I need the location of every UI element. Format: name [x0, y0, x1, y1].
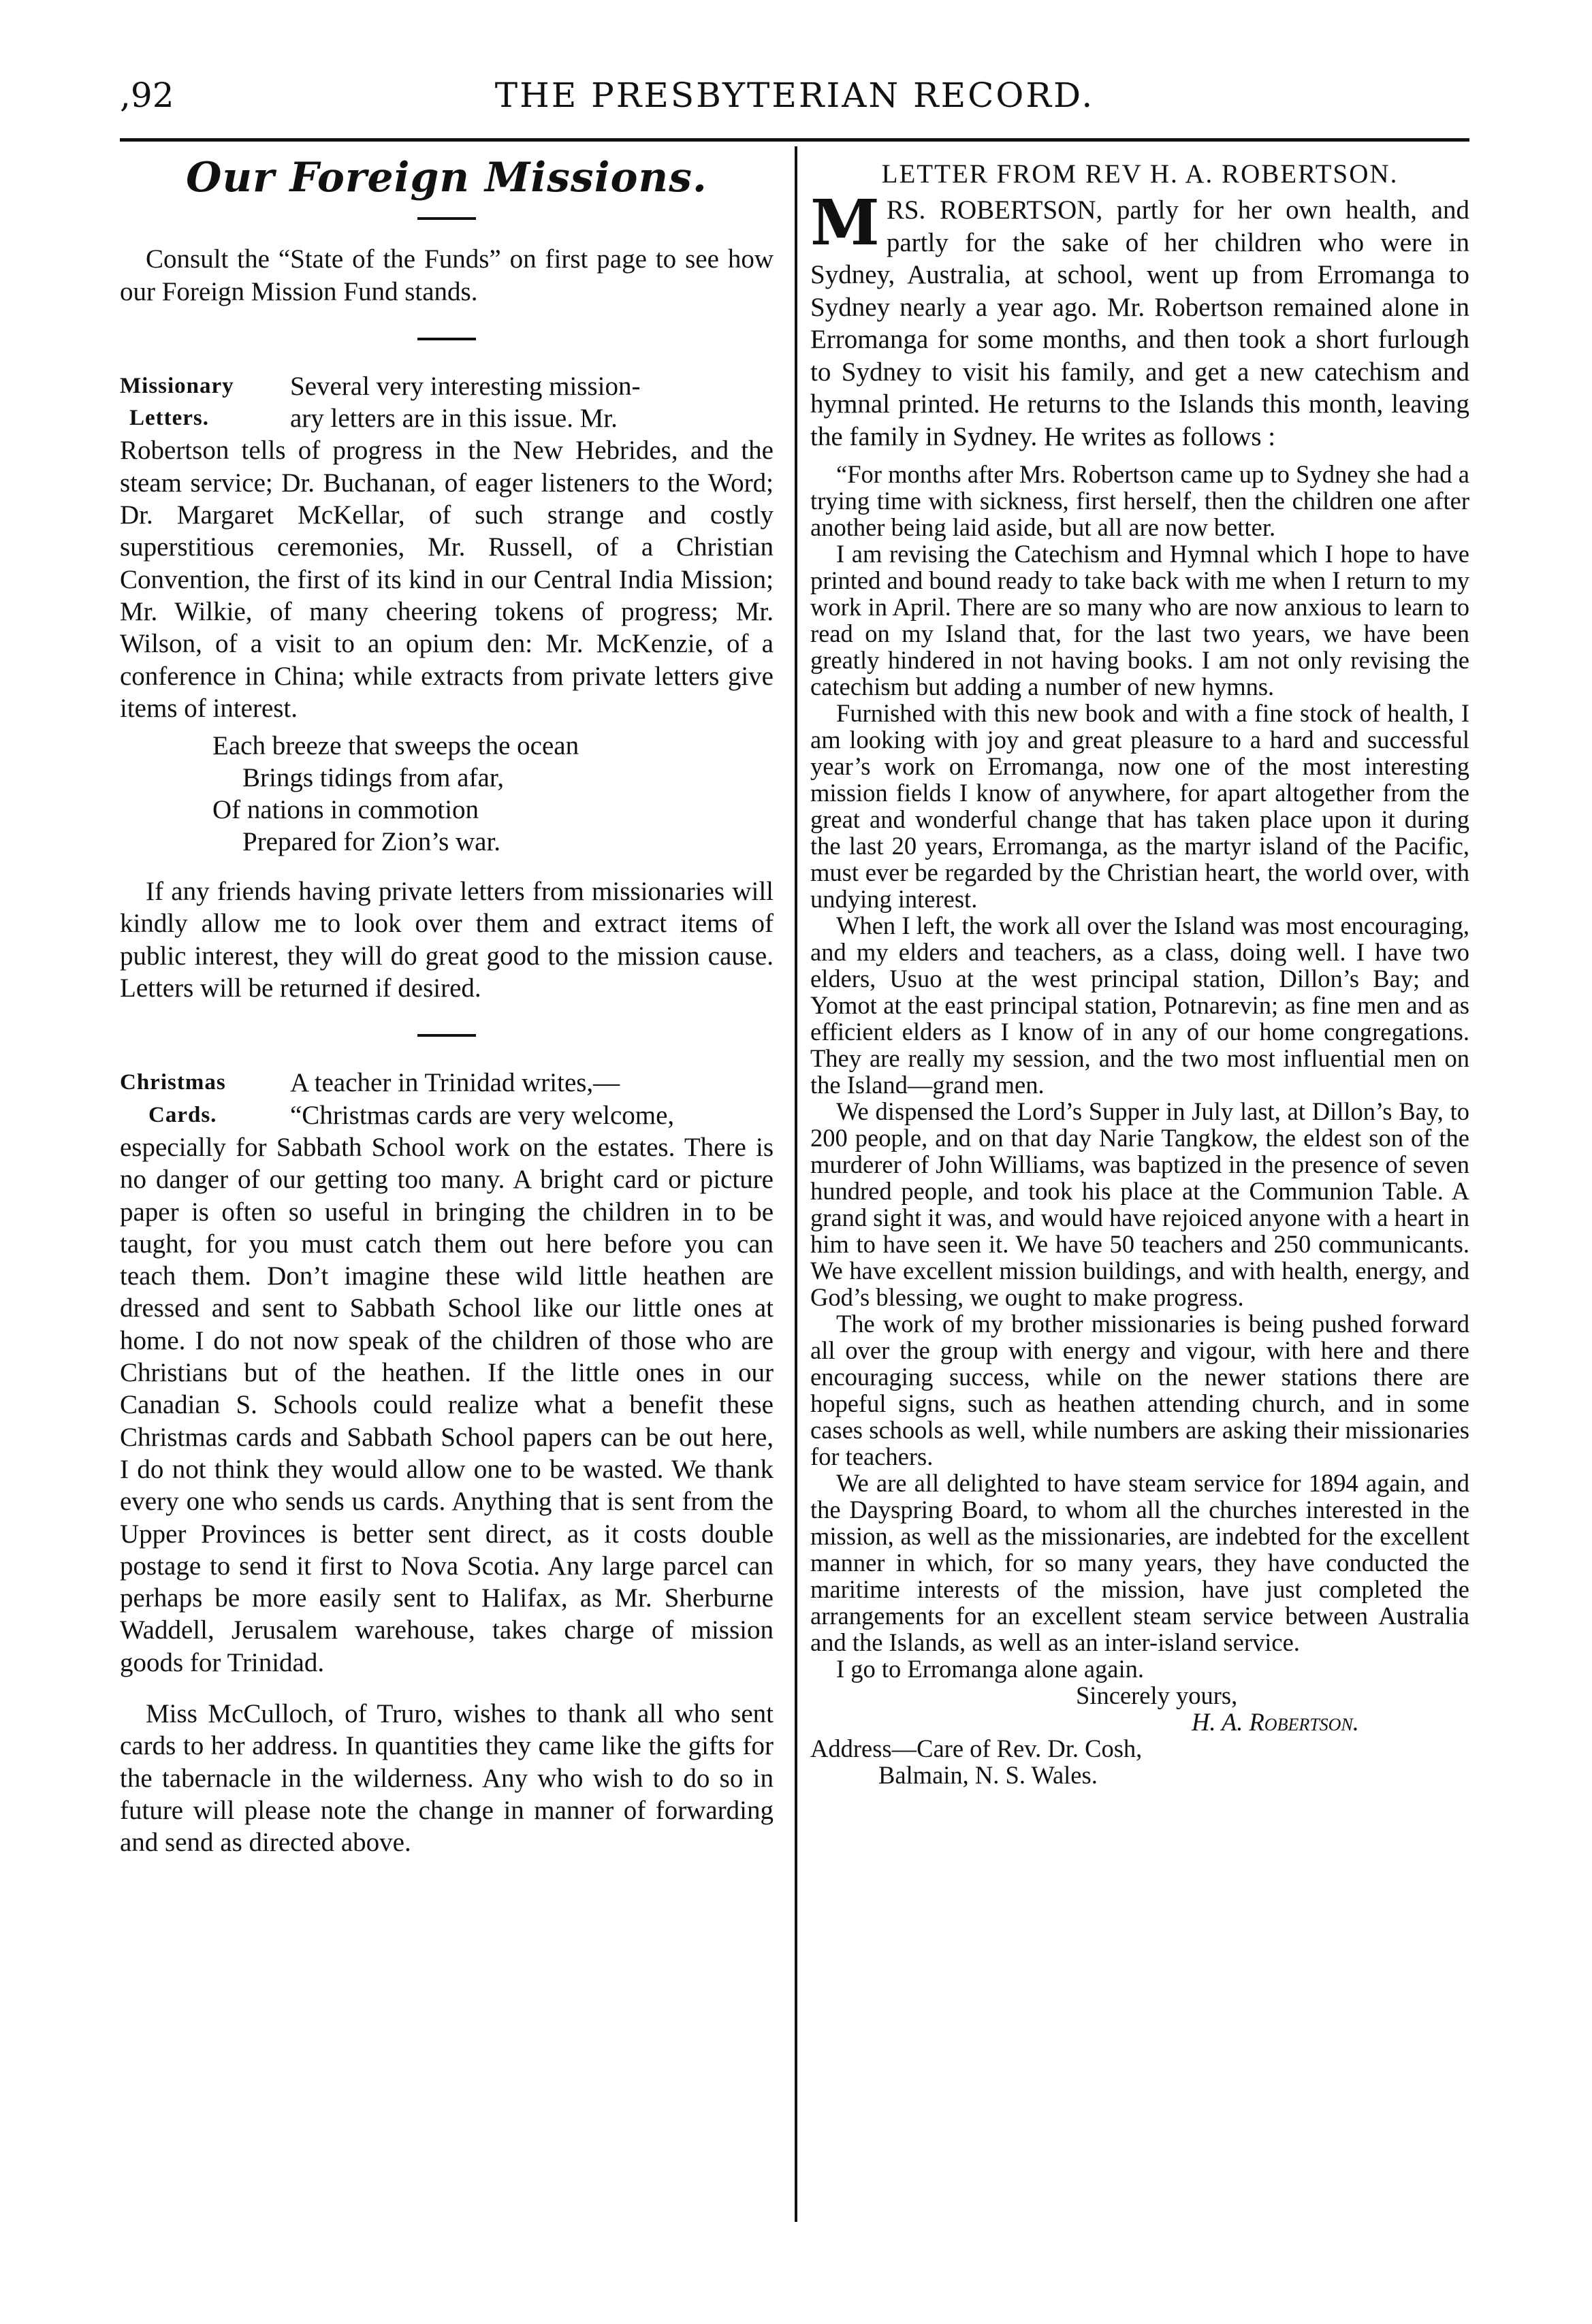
address-line: Address—Care of Rev. Dr. Cosh,	[810, 1734, 1143, 1762]
letter-paragraph: Furnished with this new book and with a fine stock of health, I am looking with joy and great pleasure to a hard and successful year’s work on Erromanga, now one of the most interesting mission fields I know of anywhere, for apart altogether from the great and wonderful change that has taken place upon it during the last 20 years, Erromanga, as the martyr island of the Pacific, must ever be regarded by the Christian heart, the world over, with undying interest.	[810, 699, 1469, 913]
address-line: Balmain, N. S. Wales.	[878, 1761, 1098, 1789]
letter-paragraph: “For months after Mrs. Robertson came up to Sydney she had a trying time with sickness, first herself, then the children one after another being laid aside, but all are now better.	[810, 460, 1469, 541]
running-title: THE PRESBYTERIAN RECORD.	[494, 76, 1095, 115]
christmas-cards-block	[120, 1067, 774, 1131]
letter-paragraph: The work of my brother missionaries is being pushed forward all over the group with energy and vigour, with here and there encouraging success, while on the newer stations there are hopeful signs, such as heathen attending church, and in some cases schools as well, while numbers are asking their missionaries for teachers.	[810, 1310, 1469, 1470]
short-rule	[417, 1034, 476, 1037]
poem-line: Each breeze that sweeps the ocean	[212, 731, 579, 761]
poem-line: Brings tidings from afar,	[242, 763, 505, 793]
letter-intro	[810, 186, 1469, 453]
short-rule	[417, 217, 476, 220]
side-heading	[120, 1067, 290, 1131]
side-heading-line: Missionary	[120, 373, 234, 398]
section-title: Our Foreign Missions.	[186, 154, 707, 201]
column-divider	[795, 146, 797, 2222]
page-number: ,92	[120, 76, 174, 115]
mcculloch-paragraph: Miss McCulloch, of Truro, wishes to thank all who sent cards to her address. In quantities they came like the gifts for the tabernacle in the wilderness. Any who wish to do so in future will please note the change in manner of forwarding and send as directed above.	[120, 1698, 774, 1858]
header-rule	[120, 138, 1469, 142]
side-heading-line: Christmas	[120, 1070, 226, 1095]
right-column	[810, 158, 1469, 1788]
letter-paragraph: I am revising the Catechism and Hymnal which I hope to have printed and bound ready to take back with me when I return to my work in April. There are so many who are now anxious to learn to read on my Island that, for the last two years, we have been greatly hindered in not having books. I am not only revising the catechism but adding a number of new hymns.	[810, 540, 1469, 700]
poem	[120, 730, 774, 858]
letter-paragraph: I go to Erromanga alone again.	[836, 1655, 1145, 1683]
text-line: “Christmas cards are very welcome,	[290, 1100, 675, 1130]
letter-title: LETTER FROM REV H. A. ROBERTSON.	[881, 159, 1399, 189]
short-rule	[417, 338, 476, 340]
missionary-letters-body: Robertson tells of progress in the New Hebrides, and the steam service; Dr. Buchanan, of eager listeners to the Word; Dr. Margaret McKellar, of such strange and costly superstitious ceremonies, Mr. Russell, of a Christian Convention, the first of its kind in our Central India Mission; Mr. Wilkie, of many cheering tokens of progress; Mr. Wilson, of a visit to an opium den: Mr. McKenzie, of a conference in China; while extracts from private letters give items of interest.	[120, 436, 774, 723]
closing: Sincerely yours,	[1076, 1681, 1238, 1709]
missionary-letters-block	[120, 370, 774, 435]
drop-cap: M	[810, 186, 880, 259]
christmas-cards-body: especially for Sabbath School work on the estates. There is no danger of our getting too many. A bright card or picture paper is often so useful in bringing the children in to be taught, for you must catch them out here before you can teach them. Don’t imagine these wild little heathen are dressed and sent to Sabbath School like our little ones at home. I do not now speak of the children of those who are Christians but of the heathen. If the little ones in our Canadian S. Schools could realize what a benefit these Christmas cards and Sabbath School papers can be out here, I do not think they would allow one to be wasted. We thank every one who sends us cards. Anything that is sent from the Upper Provinces is better sent direct, as it costs double postage to send it first to Nova Scotia. Any large parcel can perhaps be more easily sent to Halifax, as Mr. Sherburne Waddell, Jerusalem warehouse, takes charge of mission goods for Trinidad.	[120, 1132, 774, 1677]
text-line: A teacher in Trinidad writes,—	[290, 1068, 620, 1098]
side-heading-line: Letters.	[129, 406, 210, 431]
side-text	[290, 1067, 774, 1131]
text-line: Several very interesting mission-	[290, 371, 641, 401]
page-header	[120, 65, 1469, 126]
side-heading	[120, 370, 290, 435]
text-line: ary letters are in this issue. Mr.	[290, 404, 618, 434]
funds-note: Consult the “State of the Funds” on first page to see how our Foreign Mission Fund stands.	[120, 244, 774, 306]
letter-paragraph: When I left, the work all over the Island was most encouraging, and my elders and teachers, as a class, doing well. I have two elders, Usuo at the west principal station, Dillon’s Bay; and Yomot at the east principal station, Potnarevin; as fine men and as efficient elders as I know of in any of our home congregations. They are really my session, and the two most influential men on the Island—grand men.	[810, 911, 1469, 1099]
intro-paragraph: RS. ROBERTSON, partly for her own health, and partly for the sake of her children who were in Sydney, Australia, at school, went up from Erromanga to Sydney nearly a year ago. Mr. Robertson remained alone in Erromanga for some months, and then took a short furlough to Sydney to visit his family, and get a new catechism and hymnal printed. He returns to the Islands this month, leaving the family in Sydney. He writes as follows :	[810, 195, 1469, 451]
signature: H. A. Robertson.	[1192, 1708, 1359, 1736]
letter-paragraph: We dispensed the Lord’s Supper in July last, at Dillon’s Bay, to 200 people, and on that day Narie Tangkow, the eldest son of the murderer of John Williams, was baptized in the presence of seven hundred people, and took his place at the Communion Table. A grand sight it was, and would have rejoiced anyone with a heart in him to have seen it. We have 50 teachers and 250 communicants. We have excellent mission buildings, and with health, energy, and God’s blessing, we ought to make progress.	[810, 1097, 1469, 1311]
side-text	[290, 370, 774, 435]
side-heading-line: Cards.	[148, 1102, 217, 1127]
left-column	[120, 154, 774, 1858]
poem-line: Prepared for Zion’s war.	[242, 827, 501, 857]
spacer	[120, 1679, 774, 1698]
friends-paragraph: If any friends having private letters from missionaries will kindly allow me to look over them and extract items of public interest, they will do great good to the mission cause. Letters will be returned if desired.	[120, 877, 774, 1003]
letter-paragraph: We are all delighted to have steam service for 1894 again, and the Dayspring Board, to whom all the churches interested in the mission, as well as the missionaries, are indebted for the excellent manner in which, for so many years, they have conducted the maritime interests of the mission, have just completed the arrangements for an excellent steam service between Australia and the Islands, as well as an inter-island service.	[810, 1469, 1469, 1656]
poem-line: Of nations in commotion	[212, 795, 479, 825]
